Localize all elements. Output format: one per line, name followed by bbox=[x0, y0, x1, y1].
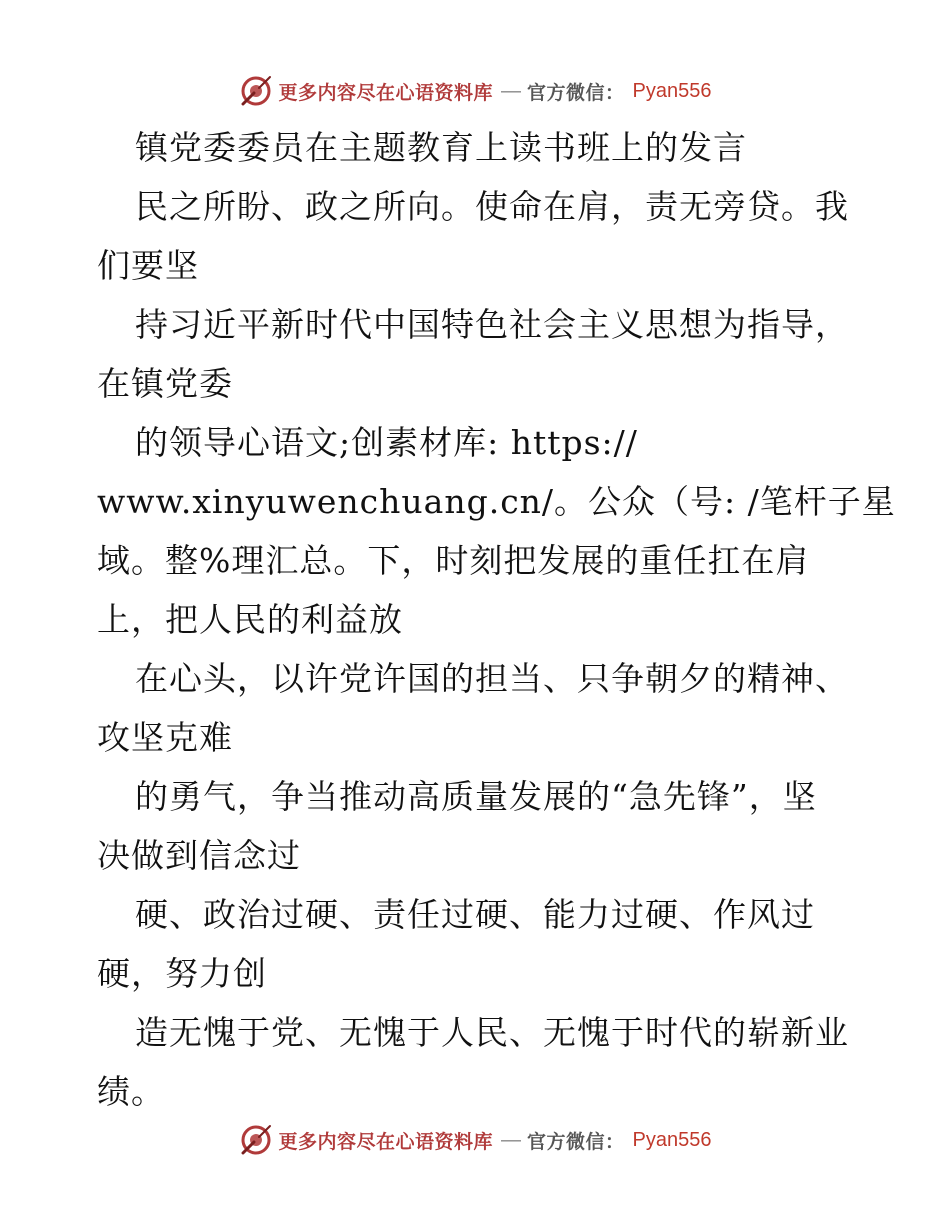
body-text-line: 造无愧于党、无愧于人民、无愧于时代的崭新业 bbox=[135, 1013, 849, 1052]
body-text-line: 域。整%理汇总。下，时刻把发展的重任扛在肩 bbox=[97, 541, 810, 580]
document-body bbox=[97, 118, 896, 1121]
document-title-line: 镇党委委员在主题教育上读书班上的发言 bbox=[135, 128, 747, 167]
watermark-wechat-id: Pyan556 bbox=[632, 1128, 712, 1151]
watermark-dash: — bbox=[501, 79, 522, 102]
body-text-line: 在心头，以许党许国的担当、只争朝夕的精神、 bbox=[135, 659, 849, 698]
body-text-line: 绩。 bbox=[97, 1072, 165, 1111]
body-text-line: 的勇气，争当推动高质量发展的“急先锋”，坚 bbox=[135, 777, 817, 816]
body-text-line: 的领导心语文;创素材库: https:// bbox=[135, 423, 638, 462]
body-text-line: www.xinyuwenchuang.cn/。公众（号: /笔杆子星 bbox=[97, 482, 896, 521]
body-text-line: 上，把人民的利益放 bbox=[97, 600, 403, 639]
body-text-line: 硬，努力创 bbox=[97, 954, 267, 993]
body-text-line: 持习近平新时代中国特色社会主义思想为指导， bbox=[135, 305, 849, 344]
body-text-line: 们要坚 bbox=[97, 246, 199, 285]
body-text-line: 民之所盼、政之所向。使命在肩，责无旁贷。我 bbox=[135, 187, 849, 226]
header-watermark bbox=[0, 71, 950, 111]
body-text-line: 在镇党委 bbox=[97, 364, 233, 403]
quill-logo-icon bbox=[239, 74, 273, 108]
watermark-text: 更多内容尽在心语资料库 bbox=[278, 81, 494, 104]
watermark-wechat-label: 官方微信： bbox=[527, 81, 625, 104]
watermark-text: 更多内容尽在心语资料库 bbox=[278, 1130, 494, 1153]
body-text-line: 决做到信念过 bbox=[97, 836, 301, 875]
body-text-line: 攻坚克难 bbox=[97, 718, 233, 757]
quill-logo-icon bbox=[239, 1123, 273, 1157]
watermark-wechat-label: 官方微信： bbox=[527, 1130, 625, 1153]
footer-watermark bbox=[0, 1120, 950, 1160]
body-text-line: 硬、政治过硬、责任过硬、能力过硬、作风过 bbox=[135, 895, 815, 934]
watermark-dash: — bbox=[501, 1128, 522, 1151]
watermark-wechat-id: Pyan556 bbox=[632, 79, 712, 102]
